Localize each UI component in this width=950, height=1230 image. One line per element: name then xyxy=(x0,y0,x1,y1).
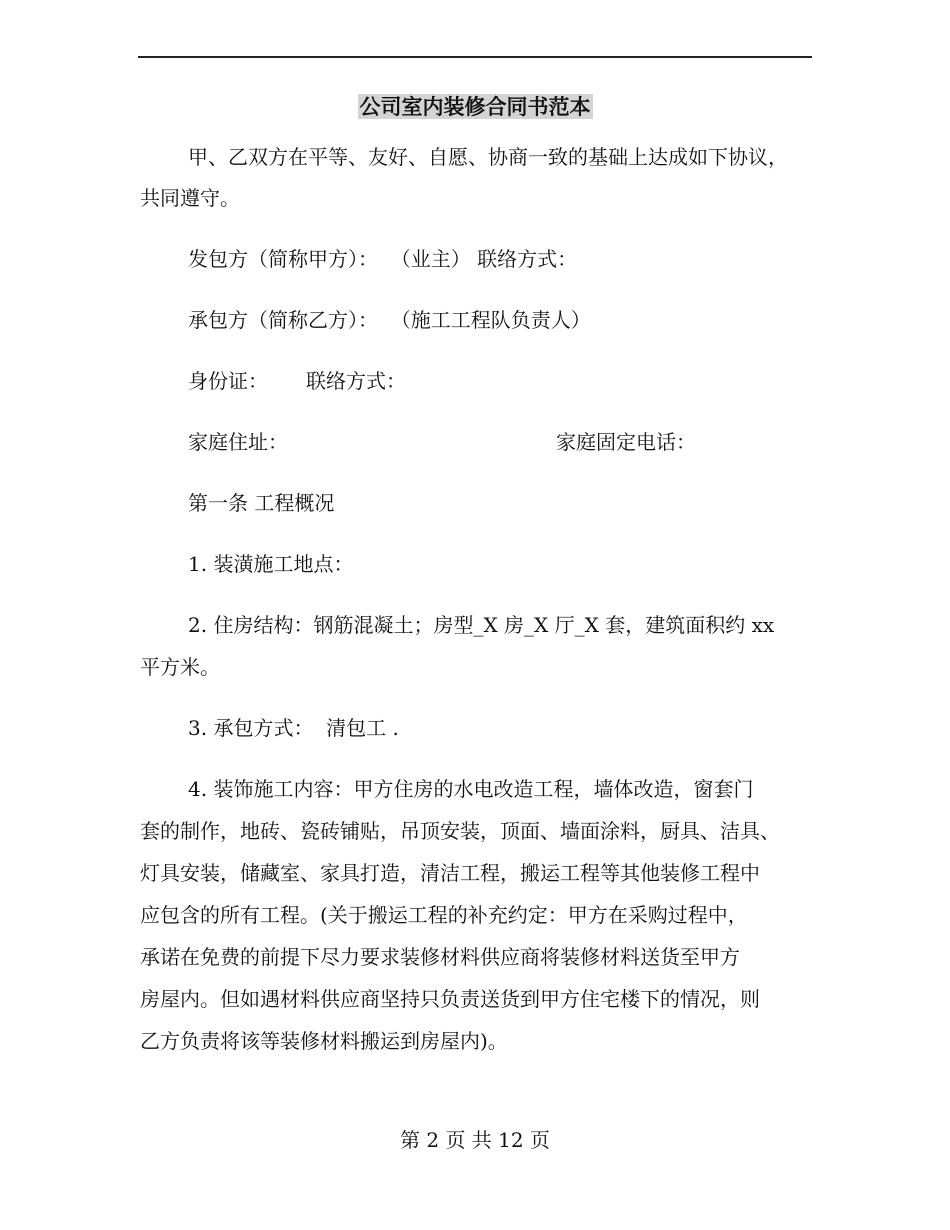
intro-line-1: 甲、乙双方在平等、友好、自愿、协商一致的基础上达成如下协议， xyxy=(188,145,788,169)
document-title xyxy=(0,90,950,124)
item-4-line-7: 乙方负责将该等装修材料搬运到房屋内)。 xyxy=(140,1029,508,1053)
header-rule xyxy=(138,56,812,58)
intro-line-2: 共同遵守。 xyxy=(140,186,240,210)
item-4-line-3: 灯具安装，储藏室、家具打造，清洁工程，搬运工程等其他装修工程中 xyxy=(140,861,760,885)
party-a-line: 发包方（简称甲方）： （业主） 联络方式： xyxy=(188,247,578,271)
item-4-line-5: 承诺在免费的前提下尽力要求装修材料供应商将装修材料送货至甲方 xyxy=(140,945,740,969)
id-card-label: 身份证： xyxy=(188,369,268,393)
item-4-line-4: 应包含的所有工程。(关于搬运工程的补充约定：甲方在采购过程中， xyxy=(140,903,748,927)
item-1: 1. 装潢施工地点： xyxy=(188,552,354,576)
item-2-line-1: 2. 住房结构：钢筋混凝土；房型_X 房_X 厅_X 套，建筑面积约 xx xyxy=(188,613,775,637)
contact-label: 联络方式： xyxy=(306,369,406,393)
document-title-text: 公司室内装修合同书范本 xyxy=(359,94,591,119)
home-phone-label: 家庭固定电话： xyxy=(556,430,696,454)
home-address-label: 家庭住址： xyxy=(188,430,288,454)
item-2-line-2: 平方米。 xyxy=(140,655,220,679)
item-4-line-1: 4. 装饰施工内容：甲方住房的水电改造工程，墙体改造，窗套门 xyxy=(188,777,754,801)
article-1-heading: 第一条 工程概况 xyxy=(188,491,335,515)
page-indicator: 第 2 页 共 12 页 xyxy=(400,1128,550,1152)
item-3: 3. 承包方式： 清包工 . xyxy=(188,716,399,740)
party-b-line: 承包方（简称乙方）： （施工工程队负责人） xyxy=(188,308,591,332)
item-4-line-6: 房屋内。但如遇材料供应商坚持只负责送货到甲方住宅楼下的情况，则 xyxy=(140,987,760,1011)
item-4-line-2: 套的制作，地砖、瓷砖铺贴，吊顶安装，顶面、墙面涂料，厨具、洁具、 xyxy=(140,819,780,843)
